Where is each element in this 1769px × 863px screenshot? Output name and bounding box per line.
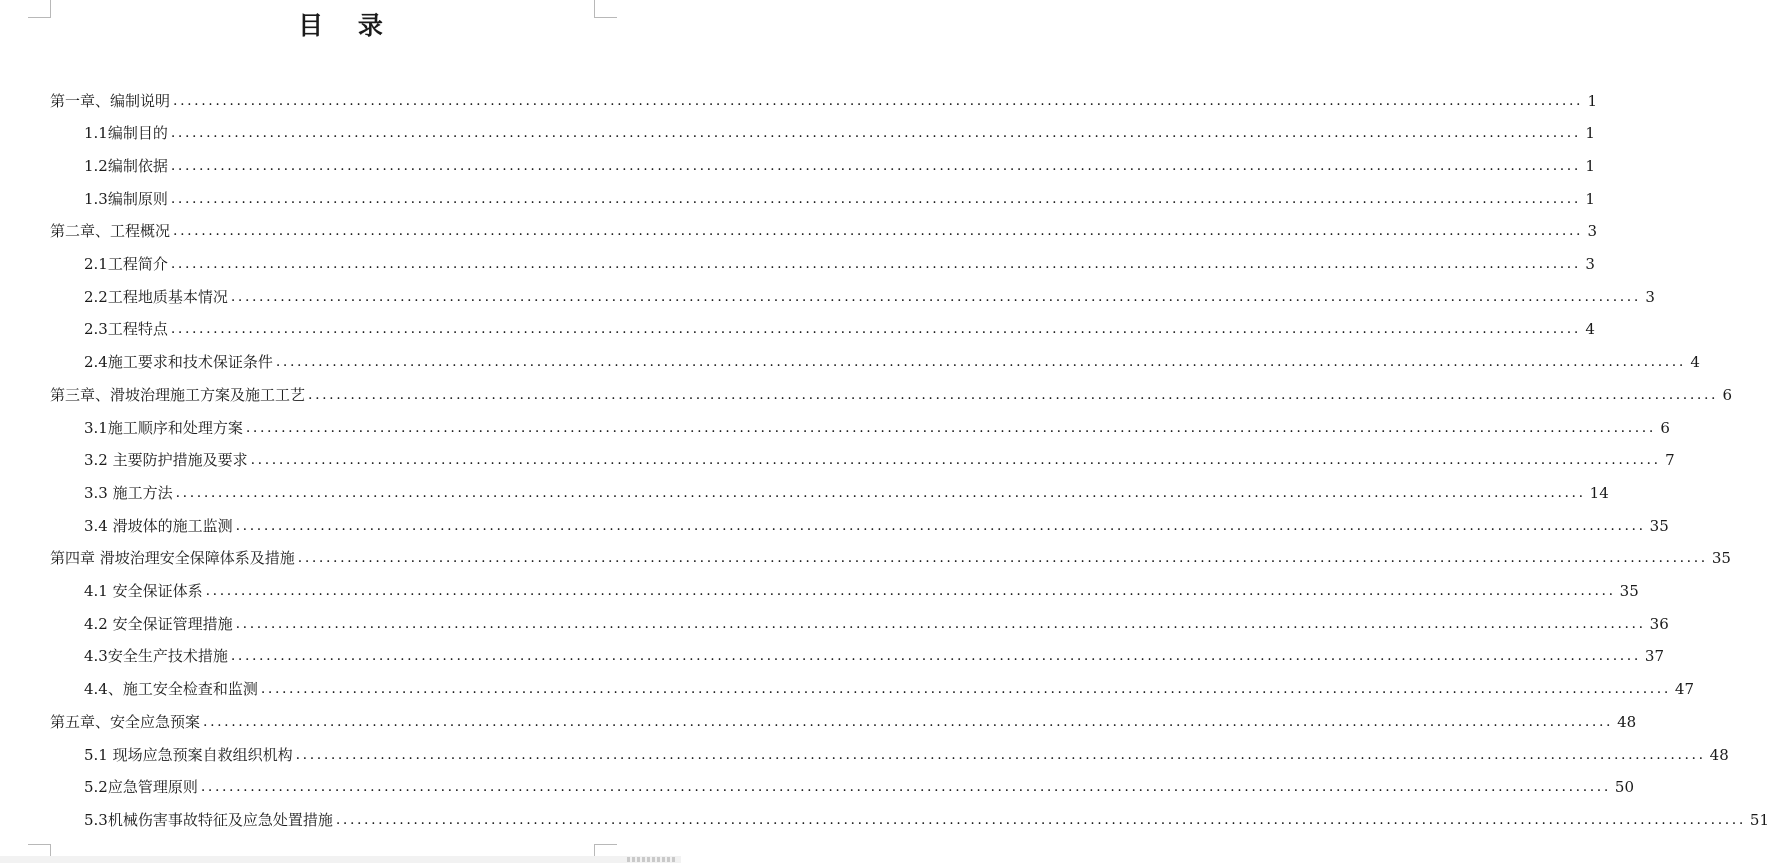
toc-entry-label: 第一章、编制说明	[50, 91, 171, 110]
toc-entry-page-number: 48	[1617, 712, 1637, 731]
toc-entry-label: 4.2 安全保证管理措施	[84, 614, 233, 633]
toc-entry-label: 第五章、安全应急预案	[50, 712, 201, 731]
toc-entry-page-number: 37	[1644, 647, 1664, 666]
toc-entry-label: 4.1 安全保证体系	[84, 582, 203, 600]
toc-entry-label: 3.1施工顺序和处理方案	[84, 418, 243, 437]
toc-entry-page-number: 3	[1587, 222, 1598, 241]
toc-entry-label: 1.1编制目的	[84, 124, 168, 143]
toc-entry[interactable]	[84, 280, 1655, 313]
toc-dot-leader: ........................................................................................................................................................................................................	[295, 746, 1706, 763]
toc-entry[interactable]	[84, 476, 1609, 509]
toc-dot-leader: ........................................................................................................................................................................................................	[308, 386, 1719, 403]
toc-entry-page-number: 48	[1709, 745, 1729, 764]
page-bottom-edge	[0, 856, 681, 863]
toc-entry[interactable]	[84, 607, 1669, 640]
toc-entry-page-number: 6	[1722, 385, 1733, 404]
toc-dot-leader: ........................................................................................................................................................................................................	[205, 583, 1616, 599]
toc-entry-label: 2.3工程特点	[84, 320, 168, 339]
toc-entry-label: 5.2应急管理原则	[84, 778, 198, 797]
toc-entry-label: 2.4施工要求和技术保证条件	[84, 353, 273, 372]
toc-entry[interactable]	[84, 803, 1769, 836]
toc-entry-page-number: 3	[1645, 287, 1655, 306]
toc-dot-leader: ........................................................................................................................................................................................................	[230, 648, 1641, 665]
toc-entry[interactable]	[84, 182, 1595, 215]
toc-entry[interactable]	[84, 771, 1634, 804]
toc-entry-page-number: 4	[1690, 353, 1700, 372]
toc-entry-page-number: 35	[1711, 549, 1731, 568]
toc-dot-leader: ........................................................................................................................................................................................................	[235, 517, 1646, 534]
toc-entry[interactable]	[84, 738, 1729, 771]
toc-entry[interactable]	[50, 542, 1731, 575]
toc-dot-leader: ........................................................................................................................................................................................................	[245, 419, 1656, 436]
toc-dot-leader: ........................................................................................................................................................................................................	[260, 681, 1671, 698]
toc-entry[interactable]	[50, 215, 1598, 248]
toc-entry-page-number: 1	[1585, 156, 1595, 175]
toc-entry-label: 第二章、工程概况	[50, 222, 171, 241]
toc-entry-page-number: 35	[1649, 516, 1669, 535]
toc-dot-leader: ........................................................................................................................................................................................................	[170, 256, 1581, 272]
toc-entry[interactable]	[84, 346, 1700, 379]
toc-entry-label: 2.2工程地质基本情况	[84, 287, 228, 306]
toc-entry-label: 第四章 滑坡治理安全保障体系及措施	[50, 549, 295, 568]
toc-dot-leader: ........................................................................................................................................................................................................	[275, 354, 1686, 371]
toc-entry[interactable]	[84, 673, 1694, 706]
toc-entry-label: 5.3机械伤害事故特征及应急处置措施	[84, 810, 333, 829]
toc-dot-leader: ........................................................................................................................................................................................................	[200, 779, 1611, 796]
toc-entry-label: 1.2编制依据	[84, 156, 168, 175]
toc-dot-leader: ........................................................................................................................................................................................................	[203, 713, 1614, 730]
toc-entry[interactable]	[84, 149, 1595, 182]
toc-entry[interactable]	[84, 640, 1664, 673]
toc-entry[interactable]	[84, 509, 1669, 542]
toc-dot-leader: ........................................................................................................................................................................................................	[335, 811, 1746, 828]
toc-entry[interactable]	[84, 117, 1595, 150]
toc-entry[interactable]	[84, 248, 1595, 281]
toc-dot-leader: ........................................................................................................................................................................................................	[170, 321, 1581, 338]
toc-entry-label: 2.1工程简介	[84, 255, 168, 273]
toc-dot-leader: ........................................................................................................................................................................................................	[170, 190, 1581, 207]
toc-entry[interactable]	[84, 411, 1670, 444]
toc-title: 目 录	[298, 11, 383, 40]
toc-entry-page-number: 7	[1665, 451, 1675, 470]
toc-entry-label: 3.2 主要防护措施及要求	[84, 451, 248, 470]
toc-dot-leader: ........................................................................................................................................................................................................	[230, 288, 1641, 305]
toc-entry-page-number: 1	[1585, 124, 1595, 143]
toc-dot-leader: ........................................................................................................................................................................................................	[175, 484, 1586, 501]
toc-entry-label: 4.4、施工安全检查和监测	[84, 680, 258, 699]
toc-entry[interactable]	[50, 705, 1637, 738]
toc-dot-leader: ........................................................................................................................................................................................................	[250, 452, 1661, 469]
toc-entry-page-number: 14	[1589, 483, 1609, 502]
toc-dot-leader: ........................................................................................................................................................................................................	[173, 223, 1584, 240]
toc-entry-page-number: 50	[1614, 778, 1634, 797]
toc-entry-page-number: 1	[1585, 189, 1595, 208]
toc-entry[interactable]	[84, 313, 1595, 346]
toc-entry-page-number: 51	[1749, 810, 1769, 829]
toc-dot-leader: ........................................................................................................................................................................................................	[170, 125, 1581, 142]
toc-entry-page-number: 35	[1619, 582, 1639, 600]
toc-entry-label: 3.4 滑坡体的施工监测	[84, 516, 233, 535]
toc-entry-page-number: 47	[1674, 680, 1694, 699]
toc-dot-leader: ........................................................................................................................................................................................................	[235, 615, 1646, 632]
toc-entry-page-number: 6	[1660, 418, 1670, 437]
toc-dot-leader: ........................................................................................................................................................................................................	[173, 92, 1584, 109]
toc-entry-page-number: 1	[1587, 91, 1598, 110]
toc-entry-page-number: 3	[1585, 255, 1595, 273]
toc-entry[interactable]	[84, 444, 1675, 477]
toc-entry-page-number: 4	[1585, 320, 1595, 339]
toc-entry-label: 1.3编制原则	[84, 189, 168, 208]
toc-entry-label: 3.3 施工方法	[84, 483, 173, 502]
toc-entry[interactable]	[50, 84, 1598, 117]
status-dots	[627, 857, 675, 862]
toc-dot-leader: ........................................................................................................................................................................................................	[170, 157, 1581, 174]
toc-entry-label: 第三章、滑坡治理施工方案及施工工艺	[50, 385, 306, 404]
toc-dot-leader: ........................................................................................................................................................................................................	[297, 550, 1708, 567]
toc-entry-page-number: 36	[1649, 614, 1669, 633]
toc-entry-label: 4.3安全生产技术措施	[84, 647, 228, 666]
toc-entry-label: 5.1 现场应急预案自救组织机构	[84, 745, 293, 764]
toc-entry[interactable]	[50, 378, 1733, 411]
toc-entry[interactable]	[84, 575, 1639, 608]
